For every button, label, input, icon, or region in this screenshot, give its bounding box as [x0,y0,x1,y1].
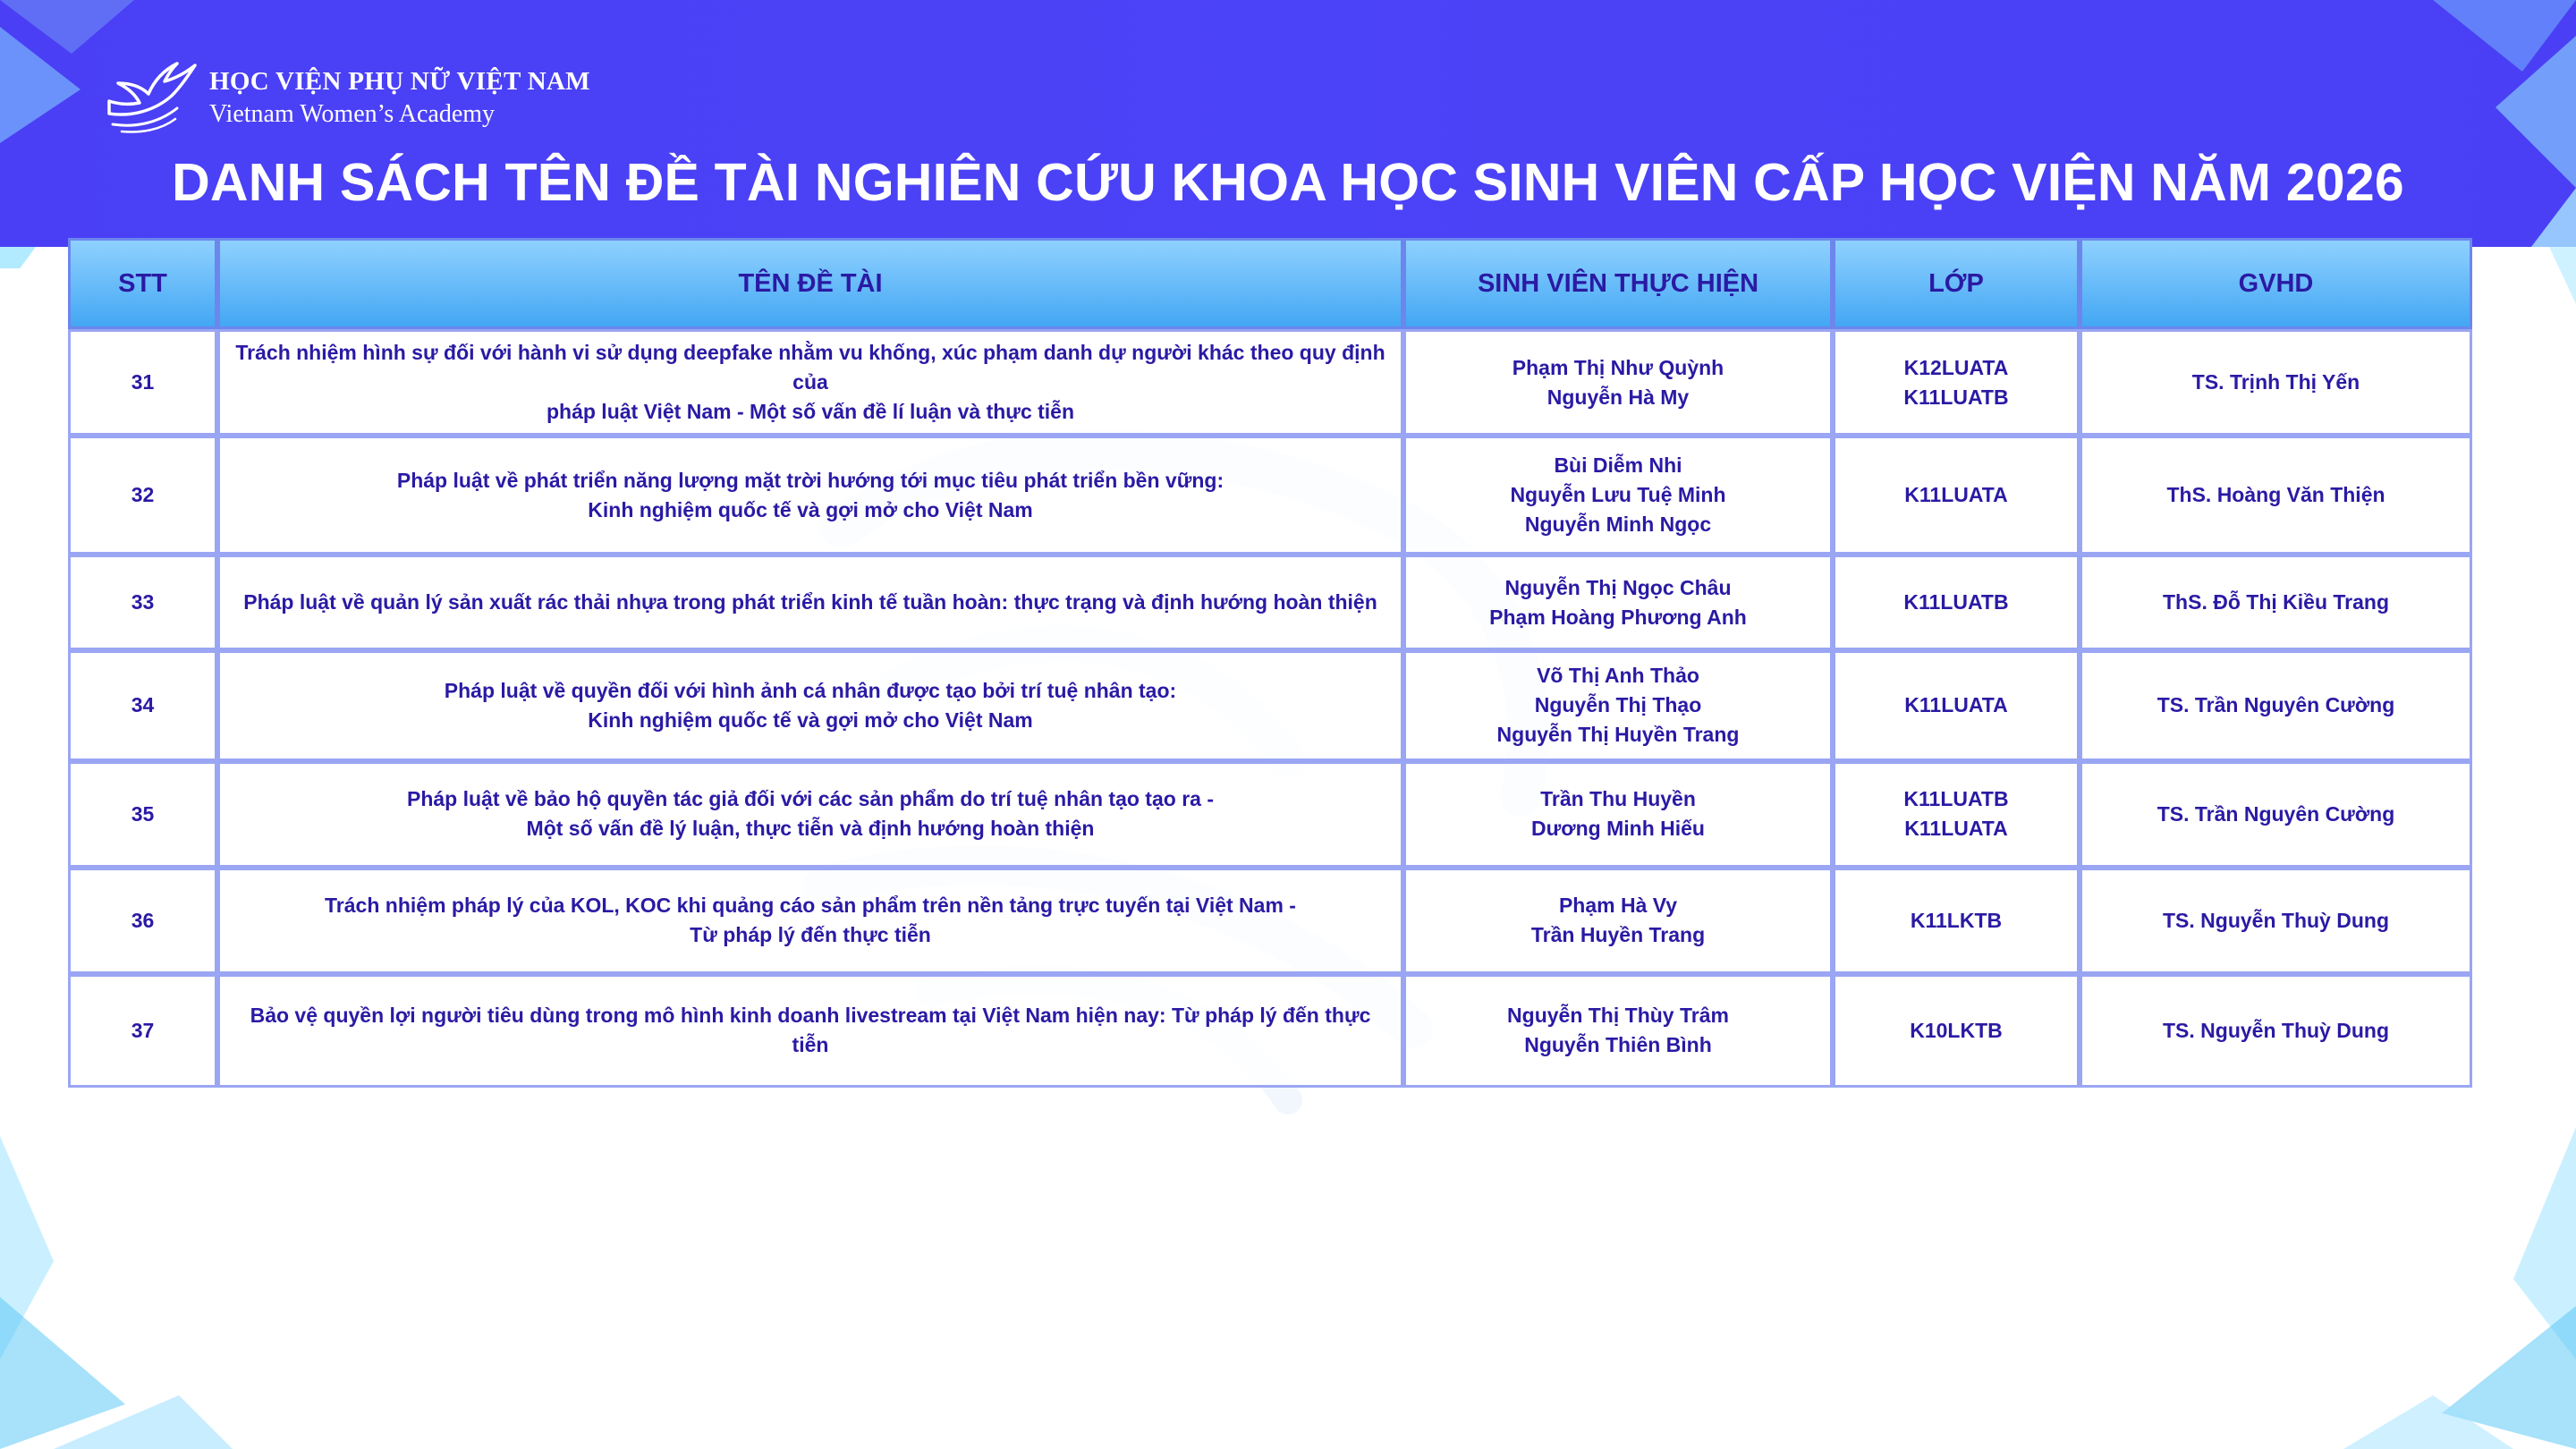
class-code: K11LUATA [1904,483,2008,507]
row-stt: 31 [68,329,217,436]
row-students [1403,868,1833,974]
student-name: Nguyễn Thị Thạo [1534,693,1702,717]
title-line: Trách nhiệm hình sự đối với hành vi sử dụng deepfake nhằm vu khống, xúc phạm danh dự người khác theo quy định của [235,341,1385,394]
row-class [1833,329,2080,436]
title-line: Trách nhiệm pháp lý của KOL, KOC khi quảng cáo sản phẩm trên nền tảng trực tuyến tại Việt Nam - [325,894,1296,918]
row-students [1403,436,1833,555]
class-code: K11LUATA [1904,817,2008,841]
row-class [1833,761,2080,868]
table-row [68,555,2472,650]
row-advisor: TS. Nguyễn Thuỳ Dung [2080,974,2472,1088]
row-students [1403,329,1833,436]
row-advisor: TS. Trần Nguyên Cường [2080,650,2472,760]
title-line: pháp luật Việt Nam - Một số vấn đề lí luận và thực tiễn [546,400,1075,424]
row-advisor: ThS. Hoàng Văn Thiện [2080,436,2472,555]
student-name: Nguyễn Thị Huyền Trang [1496,723,1740,747]
table-row [68,650,2472,760]
table-header-row [68,238,2472,329]
student-name: Bùi Diễm Nhi [1554,453,1682,478]
student-name: Nguyễn Thị Ngọc Châu [1504,575,1732,599]
title-line: Kinh nghiệm quốc tế và gợi mở cho Việt Nam [588,497,1033,521]
student-name: Phạm Hoàng Phương Anh [1489,605,1747,629]
row-advisor: ThS. Đỗ Thị Kiều Trang [2080,555,2472,650]
logo-name-english: Vietnam Women’s Academy [209,100,496,128]
table-row [68,329,2472,436]
row-advisor: TS. Nguyễn Thuỳ Dung [2080,868,2472,974]
student-name: Nguyễn Thiên Bình [1524,1033,1712,1057]
logo-name-vietnamese: HỌC VIỆN PHỤ NỮ VIỆT NAM [209,67,590,96]
row-students [1403,761,1833,868]
table-row [68,868,2472,974]
title-line: Pháp luật về bảo hộ quyền tác giả đối với các sản phẩm do trí tuệ nhân tạo tạo ra - [406,787,1214,811]
row-advisor: TS. Trịnh Thị Yến [2080,329,2472,436]
row-title [217,974,1403,1088]
corner-decoration-bottom-left-icon [0,1136,268,1449]
student-name: Trần Thu Huyền [1540,787,1696,811]
column-header-title: TÊN ĐỀ TÀI [217,238,1403,329]
class-code: K11LUATB [1903,787,2009,811]
class-code: K11LUATB [1903,590,2009,614]
title-line: Pháp luật về quản lý sản xuất rác thải nhựa trong phát triển kinh tế tuần hoàn: thực trạng và định hướng hoàn thiện [243,590,1377,614]
title-line: Một số vấn đề lý luận, thực tiễn và định hướng hoàn thiện [526,817,1095,841]
row-title [217,761,1403,868]
class-code: K10LKTB [1910,1018,2003,1042]
row-advisor: TS. Trần Nguyên Cường [2080,761,2472,868]
page-title: DANH SÁCH TÊN ĐỀ TÀI NGHIÊN CỨU KHOA HỌC SINH VIÊN CẤP HỌC VIỆN NĂM 2026 [172,153,2404,212]
student-name: Nguyễn Hà My [1546,385,1690,409]
title-line: Pháp luật về quyền đối với hình ảnh cá nhân được tạo bởi trí tuệ nhân tạo: [444,678,1177,702]
title-line: Bảo vệ quyền lợi người tiêu dùng trong mô hình kinh doanh livestream tại Việt Nam hiện nay: Từ pháp lý đến thực tiễn [250,1004,1371,1057]
student-name: Phạm Hà Vy [1558,894,1678,918]
row-class [1833,974,2080,1088]
student-name: Trần Huyền Trang [1530,923,1706,947]
row-stt: 34 [68,650,217,760]
row-title [217,329,1403,436]
table-row [68,436,2472,555]
student-name: Võ Thị Anh Thảo [1537,664,1699,688]
dove-logo-icon [106,60,199,135]
column-header-class: LỚP [1833,238,2080,329]
column-header-students: SINH VIÊN THỰC HIỆN [1403,238,1833,329]
row-class [1833,436,2080,555]
row-class [1833,555,2080,650]
row-title [217,650,1403,760]
table-row [68,761,2472,868]
title-line: Pháp luật về phát triển năng lượng mặt trời hướng tới mục tiêu phát triển bền vững: [396,468,1224,492]
student-name: Nguyễn Minh Ngọc [1524,513,1712,537]
class-code: K11LUATA [1904,693,2008,717]
row-stt: 37 [68,974,217,1088]
class-code: K11LUATB [1903,385,2009,409]
student-name: Nguyễn Lưu Tuệ Minh [1510,483,1726,507]
row-students [1403,974,1833,1088]
row-stt: 35 [68,761,217,868]
row-title [217,436,1403,555]
student-name: Dương Minh Hiếu [1531,817,1705,841]
row-stt: 33 [68,555,217,650]
academy-logo [106,57,590,138]
row-students [1403,555,1833,650]
row-stt: 32 [68,436,217,555]
class-code: K11LKTB [1910,908,2003,932]
row-students [1403,650,1833,760]
corner-decoration-bottom-right-icon [2308,1127,2576,1449]
column-header-advisor: GVHD [2080,238,2472,329]
title-line: Từ pháp lý đến thực tiễn [690,923,931,947]
class-code: K12LUATA [1903,355,2009,379]
column-header-stt: STT [68,238,217,329]
student-name: Phạm Thị Như Quỳnh [1512,355,1724,379]
row-class [1833,868,2080,974]
row-class [1833,650,2080,760]
table-row [68,974,2472,1088]
title-line: Kinh nghiệm quốc tế và gợi mở cho Việt Nam [588,708,1033,732]
topic-table [68,238,2472,1088]
row-stt: 36 [68,868,217,974]
student-name: Nguyễn Thị Thùy Trâm [1507,1004,1729,1028]
row-title [217,555,1403,650]
row-title [217,868,1403,974]
